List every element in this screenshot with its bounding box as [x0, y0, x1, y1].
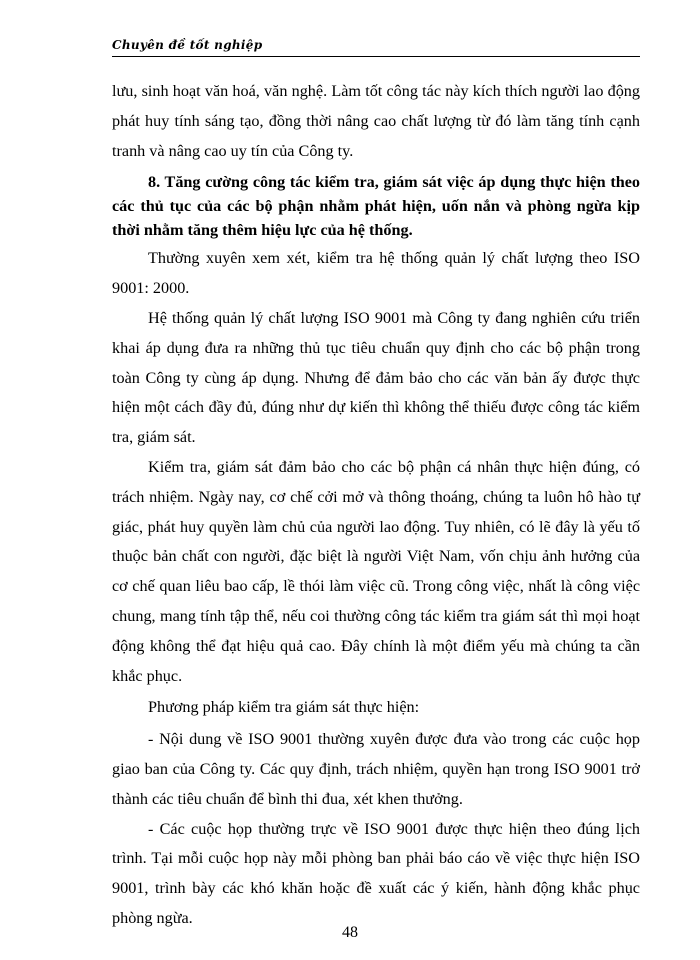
paragraph-iso-system: Hệ thống quản lý chất lượng ISO 9001 mà Công ty đang nghiên cứu triển khai áp dụng đưa ra những thủ tục tiêu chuẩn quy định cho các bộ phận trong toàn Công ty cùng áp dụng. Nhưng để đảm bảo cho các văn bản ấy được thực hiện một cách đầy đủ, đúng như dự kiến thì không thể thiếu được công tác kiểm tra, giám sát. [112, 308, 640, 447]
list-item-meetings: - Nội dung về ISO 9001 thường xuyên được đưa vào trong các cuộc họp giao ban của Công ty. Các quy định, trách nhiệm, quyền hạn trong ISO 9001 trở thành các tiêu chuẩn để bình thi đua, xét khen thưởng. [112, 730, 640, 808]
page-number: 48 [342, 924, 358, 941]
paragraph-methods-title: Phương pháp kiểm tra giám sát thực hiện: [148, 698, 420, 717]
document-body [112, 77, 640, 934]
header-title: Chuyên đề tốt nghiệp [112, 38, 263, 52]
list-item-standing-meetings: - Các cuộc họp thường trực về ISO 9001 được thực hiện theo đúng lịch trình. Tại mỗi cuộc họp này mỗi phòng ban phải báo cáo về việc thực hiện ISO 9001, trình bày các khó khăn hoặc đề xuất các ý kiến, hành động khắc phục phòng ngừa. [112, 819, 640, 927]
page-header [112, 36, 640, 57]
section-heading-8: 8. Tăng cường công tác kiểm tra, giám sát việc áp dụng thực hiện theo các thủ tục của các bộ phận nhằm phát hiện, uốn nắn và phòng ngừa kịp thời nhằm tăng thêm hiệu lực của hệ thống. [112, 173, 640, 240]
paragraph-continuation: lưu, sinh hoạt văn hoá, văn nghệ. Làm tốt công tác này kích thích người lao động phát huy tính sáng tạo, đồng thời nâng cao chất lượng từ đó làm tăng tính cạnh tranh và nâng cao uy tín của Công ty. [112, 82, 640, 160]
paragraph-supervision: Kiểm tra, giám sát đảm bảo cho các bộ phận cá nhân thực hiện đúng, có trách nhiệm. Ngày nay, cơ chế cởi mở và thông thoáng, chúng ta luôn hô hào tự giác, phát huy quyền làm chủ của người lao động. Tuy nhiên, có lẽ đây là yếu tố thuộc bản chất con người, đặc biệt là người Việt Nam, vốn chịu ảnh hưởng của cơ chế quan liêu bao cấp, lề thói làm việc cũ. Trong công việc, nhất là công việc chung, mang tính tập thể, nếu coi thường công tác kiểm tra giám sát thì mọi hoạt động không thể đạt hiệu quả cao. Đây chính là một điểm yếu mà chúng ta cần khắc phục. [112, 457, 640, 685]
paragraph-review-iso: Thường xuyên xem xét, kiểm tra hệ thống quản lý chất lượng theo ISO 9001: 2000. [112, 249, 640, 298]
